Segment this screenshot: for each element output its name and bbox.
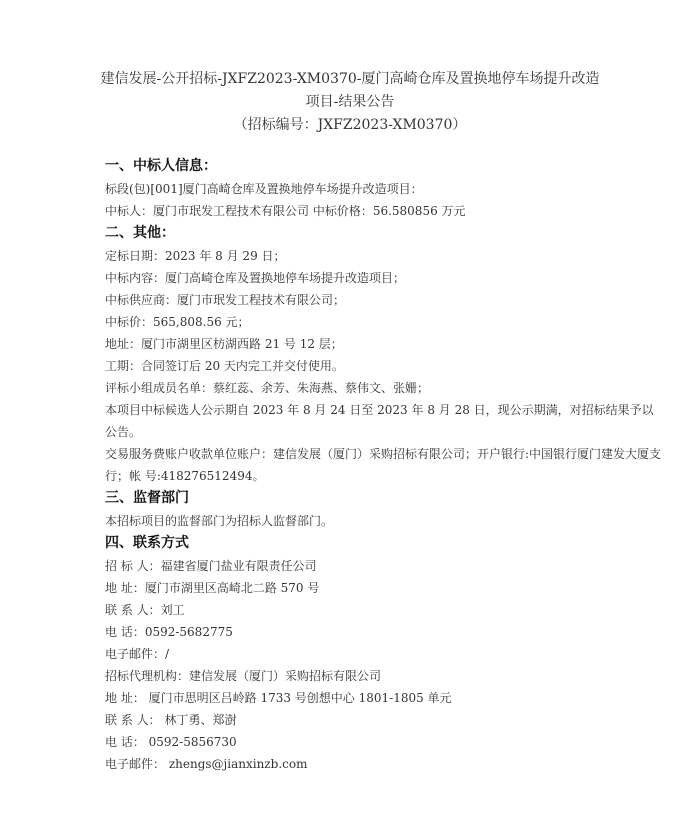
- buyer-phone: 电 话：0592-5682775: [105, 625, 233, 639]
- publicity-notice: 本项目中标候选人公示期自 2023 年 8 月 24 日至 2023 年 8 月 28 日，现公示期满，对招标结果予以公告。: [105, 403, 654, 439]
- section-heading-winner: 一、中标人信息：: [105, 158, 217, 174]
- award-price: 中标价：565,808.56 元；: [105, 315, 250, 329]
- agent-name: 招标代理机构：建信发展（厦门）采购招标有限公司: [105, 669, 382, 683]
- announcement-body: [105, 155, 665, 775]
- section-heading-other: 二、其他：: [105, 225, 175, 241]
- evaluation-panel: 评标小组成员名单：蔡红蕊、余芳、朱海燕、蔡伟文、张姗；: [105, 381, 430, 395]
- section-heading-supervision: 三、监督部门: [105, 490, 189, 506]
- buyer-contact: 联 系 人：刘工: [105, 603, 185, 617]
- announcement-title-line-1: 建信发展-公开招标-JXFZ2023-XM0370-厦门高崎仓库及置换地停车场提升改造: [100, 71, 600, 87]
- award-content: 中标内容：厦门高崎仓库及置换地停车场提升改造项目；: [105, 271, 406, 285]
- supplier-address: 地址：厦门市湖里区枋湖西路 21 号 12 层；: [105, 337, 343, 351]
- supervision-text: 本招标项目的监督部门为招标人监督部门。: [105, 514, 334, 528]
- agent-email: 电子邮件： zhengs@jianxinzb.com: [105, 757, 308, 771]
- agent-contact: 联 系 人： 林丁勇、郑澍: [105, 713, 237, 727]
- section-heading-contact: 四、联系方式: [105, 535, 189, 551]
- agent-phone: 电 话： 0592-5856730: [105, 735, 237, 749]
- construction-period: 工期：合同签订后 20 天内完工并交付使用。: [105, 359, 344, 373]
- agent-address: 地 址： 厦门市思明区吕岭路 1733 号创想中心 1801-1805 单元: [105, 691, 452, 705]
- winner-info: 中标人：厦门市珉发工程技术有限公司 中标价格：56.580856 万元: [105, 204, 466, 218]
- tender-number: （招标编号：JXFZ2023-XM0370）: [233, 117, 467, 133]
- buyer-name: 招 标 人：福建省厦门盐业有限责任公司: [105, 559, 317, 573]
- award-date: 定标日期：2023 年 8 月 29 日；: [105, 249, 286, 263]
- announcement-title-line-2: 项目-结果公告: [305, 94, 395, 110]
- buyer-email: 电子邮件：/: [105, 647, 170, 661]
- service-fee-account: 交易服务费账户收款单位账户：建信发展（厦门）采购招标有限公司；开户银行:中国银行厦门建发大厦支行；帐 号:418276512494。: [105, 447, 662, 483]
- award-supplier: 中标供应商：厦门市珉发工程技术有限公司；: [105, 293, 346, 307]
- buyer-address: 地 址：厦门市湖里区高崎北二路 570 号: [105, 581, 320, 595]
- winner-lot: 标段(包)[001]厦门高崎仓库及置换地停车场提升改造项目：: [105, 182, 423, 196]
